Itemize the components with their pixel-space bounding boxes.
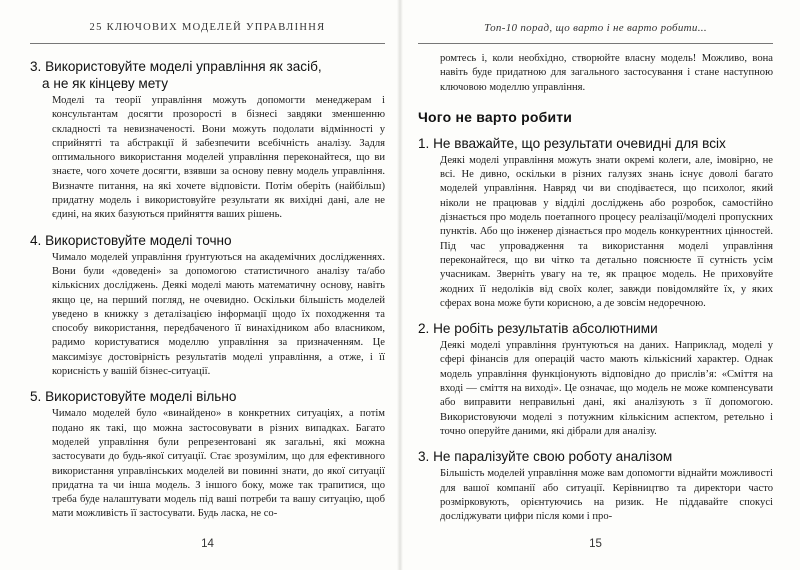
dont-do-heading: Чого не варто робити bbox=[418, 108, 573, 125]
tip-3-text: Більшість моделей управління може вам допомогти віднайти можливості для вашої компанії або ситуації. Керівництво та директори часто розмірковують, орієнтуючись на ризик. Не піддавайте спокусі досліджувати цифри після коми і про- bbox=[440, 468, 773, 523]
tip-2-text: Деякі моделі управління ґрунтуються на даних. Наприклад, моделі у сфері фінансів для операцій часто мають кількісний характер. Однак модель управління функціонують відповідно до прислів’я: «Сміття на вході — сміття на виході». Це означає, що модель не може компенсувати або виправити неправильні дані, які аналізують з її допомогою. Використовуючи моделі з потужним кількісним аспектом, ретельно і точно оперуйте даними, які дібрали для аналізу. bbox=[440, 340, 773, 437]
tip-1-title: 1. Не вважайте, що результати очевидні для всіх bbox=[418, 135, 726, 151]
continuation-text: ромтесь і, коли необхідно, створюйте власну модель! Можливо, вона навіть буде придатною для загального застосування і стане наступною ключовою моделлю управління. bbox=[440, 53, 773, 93]
tip-1-text: Деякі моделі управління можуть знати окремі колеги, але, імовірно, не всі. Не дивно, оскільки в різних галузях знань існує доволі багато моделей управління. Навряд чи ви сподіваєтеся, що психолог, який ніколи не працював у відділі досліджень або розробок, самостійно дізнається про модель поетапного процесу реалізації/моделі пропускних пунктів. Або що інженер дізнається про модель конкурентних цінностей. Під час упровадження та використання моделі управління переконайтеся, що ви чітко та детально пояснюєте її сутність усім учасникам. Зверніть увагу на те, як працює модель. Не приховуйте жодних її недоліків від своїх колег, завжди повідомляйте їх, у яких сферах вона може бути корисною, а де зовсім недоречною. bbox=[440, 154, 773, 309]
section-4-text: Чимало моделей управління ґрунтуються на академічних дослідженнях. Вони були «доведені» за допомогою статистичного аналізу та/або кількісних досліджень. Деякі моделі мають математичну основу, навіть якщо це, на перший погляд, не очевидно. Оскільки більшість моделей уведено в книжку з деталізацією інформації щодо їх походження та способу використання, передбаченого її винахідником або власником, радимо користуватися моделлю управління за призначенням. Це максимізує достовірність результатів моделі управління, а отже, і її корисність у вашій бізнес-ситуації. bbox=[52, 251, 385, 378]
section-3-text: Моделі та теорії управління можуть допомогти менеджерам і консультантам досягти прозорості в бізнесі завдяки зменшенню складності та невизначеності. Вони можуть подолати відмінності у сприйнятті та абстракції й забезпечити всебічність аналізу. Задля оптимального використання моделей управління переконайтеся, що ви знаєте, чого хочете досягти, взявши за основу певну модель управління. Визначте питання, на які хочете відповісти. Потім оберіть (найбільш) придатну модель і використовуйте результати як вихідні дані, але не єдині, на яких базуються прийняття ваших рішень. bbox=[52, 95, 385, 221]
right-page bbox=[418, 0, 773, 570]
left-page bbox=[30, 0, 385, 570]
section-3-title-line2: а не як кінцеву мету bbox=[42, 76, 169, 91]
tip-3-title: 3. Не паралізуйте свою роботу аналізом bbox=[418, 449, 673, 465]
section-5-title: 5. Використовуйте моделі вільно bbox=[30, 389, 237, 405]
left-page-number: 14 bbox=[201, 538, 214, 550]
section-4-title: 4. Використовуйте моделі точно bbox=[30, 232, 232, 248]
tip-2-title: 2. Не робіть результатів абсолютними bbox=[418, 321, 658, 337]
left-running-head: 25 КЛЮЧОВИХ МОДЕЛЕЙ УПРАВЛІННЯ bbox=[30, 22, 385, 44]
section-3-title-line1: 3. Використовуйте моделі управління як засіб, bbox=[30, 59, 322, 74]
left-page-body bbox=[30, 50, 385, 522]
right-page-number: 15 bbox=[589, 538, 602, 550]
section-5-text: Чимало моделей було «винайдено» в конкретних ситуаціях, а потім подано як такі, що можна застосовувати в різних випадках. Багато моделей управління були репрезентовані як загальні, які можна застосувати до будь-якої ситуації. Стає зрозумілим, що для ефективного використання управлінських моделей ви повинні знати, до якої ситуації придатна та чи інша модель. З іншого боку, може так трапитися, що треба буде налаштувати модель під ваші потреби та вашу ситуацію, щоб мати можливість її застосувати. Будь ласка, не со- bbox=[52, 408, 385, 520]
right-running-head: Топ-10 порад, що варто і не варто робити... bbox=[418, 22, 773, 44]
right-page-body bbox=[418, 50, 773, 524]
section-3-title bbox=[30, 58, 385, 92]
book-gutter bbox=[397, 0, 403, 570]
